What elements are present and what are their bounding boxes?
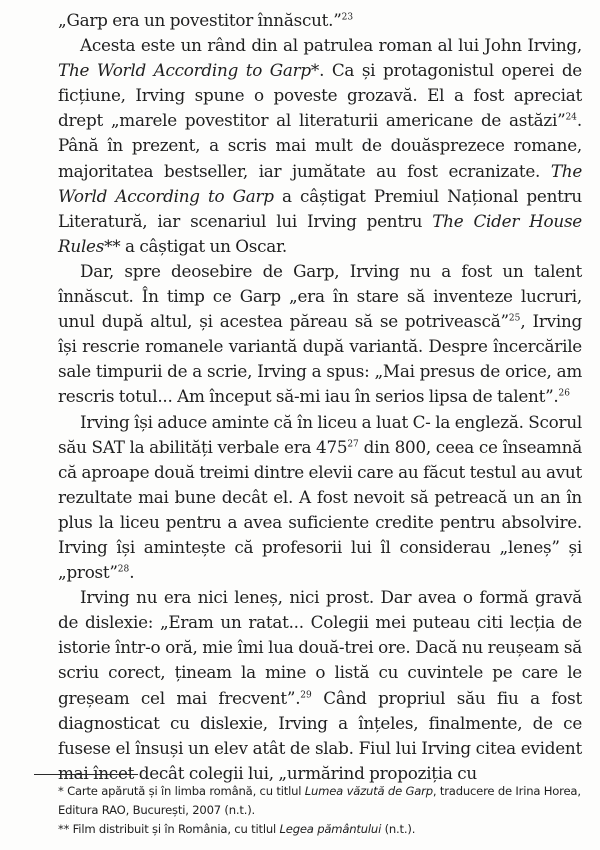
italic-title: The Cider House Rules — [58, 210, 582, 256]
footnote-reference: 28 — [117, 564, 130, 575]
footnote-reference: 29 — [300, 689, 312, 700]
text-run: . — [129, 562, 135, 583]
italic-title: The World According to Garp — [58, 60, 311, 81]
footnotes — [58, 782, 588, 839]
text-run: ** Film distribuit și în România, cu titlul — [58, 822, 280, 836]
italic-title: Legea pământului — [279, 822, 382, 836]
text-run: * Carte apărută și în limba română, cu titlul — [58, 784, 305, 798]
footnote-reference: 27 — [347, 439, 359, 449]
text-run: Irving nu era nici leneș, nici prost. Dar avea o formă gravă de dislexie: „Eram un ratat... Colegii mei puteau citi lecția de istorie într-o oră, mie îmi lua două-trei ore. Dacă nu reușeam să scriu corect, țineam la mine o listă cu cuvintele pe care le greșeam cel mai frecvent”. — [58, 587, 582, 708]
text-run: (n.t.). — [381, 822, 416, 836]
text-run: Acesta este un rând din al patrulea roman al lui John Irving, — [80, 35, 582, 56]
text-run: *. Ca și protagonistul operei de ficțiune, Irving spune o poveste grozavă. El a fost apreciat drept „marele povestitor al literaturii americane de astăzi” — [58, 60, 582, 131]
italic-title: Lumea văzută de Garp — [304, 784, 433, 798]
paragraph-dyslexia — [58, 585, 582, 786]
footnote-reference: 25 — [508, 313, 521, 324]
text-run: Când propriul său fiu a fost diagnosticat cu dislexie, Irving a înțeles, finalmente, de ce fusese el însuși un elev atât de slab. Fiul lui Irving citea evident mai încet decât colegii lui, „urmărind propoziția cu — [58, 687, 582, 783]
paragraph-intro — [58, 33, 582, 259]
text-run: din 800, ceea ce înseamnă că aproape două treimi dintre elevii care au făcut testul au avut rezultate mai bune decât el. A fost nevoit să petreacă un an în plus la liceu pentru a avea suficiente credite pentru absolvire. Irving își amintește că profesorii lui îl considerau „leneș” și „prost” — [58, 436, 582, 583]
text-run: Dar, spre deosebire de Garp, Irving nu a fost un talent înnăscut. În timp ce Garp „era în stare să inventeze lucruri, unul după altul, și acestea păreau să se potrivească” — [58, 260, 582, 332]
paragraph-garp-talent — [58, 259, 582, 410]
paragraph-school — [58, 410, 582, 586]
text-run: ** a câștigat un Oscar. — [104, 235, 287, 256]
footnote-divider — [34, 774, 138, 775]
text-run: „Garp era un povestitor înnăscut.” — [58, 10, 342, 30]
footnote-reference: 23 — [341, 12, 354, 23]
footnote-1 — [58, 782, 588, 820]
footnote-reference: 26 — [558, 388, 570, 399]
body-text — [58, 8, 582, 786]
footnote-reference: 24 — [565, 112, 577, 123]
paragraph-quote — [58, 8, 582, 33]
text-run: . Până în prezent, a scris mai mult de douăsprezece romane, majoritatea bestseller, iar jumătate au fost ecranizate. — [58, 110, 582, 181]
text-run: , traducere de Irina Horea, Editura RAO, București, 2007 (n.t.). — [58, 784, 581, 817]
text-run: a câștigat Premiul Național pentru Literatură, iar scenariul lui Irving pentru — [58, 185, 582, 231]
italic-title: The World According to Garp — [58, 160, 582, 206]
text-run: Irving își aduce aminte că în liceu a luat C- la engleză. Scorul său SAT la abilități verbale era 475 — [58, 411, 582, 457]
text-run: , Irving își rescrie romanele variantă după variantă. Despre încercările sale timpurii de a scrie, Irving a spus: „Mai presus de orice, am rescris totul... Am început să-mi iau în serios lipsa de talent”. — [58, 311, 582, 407]
footnote-2 — [58, 820, 588, 839]
